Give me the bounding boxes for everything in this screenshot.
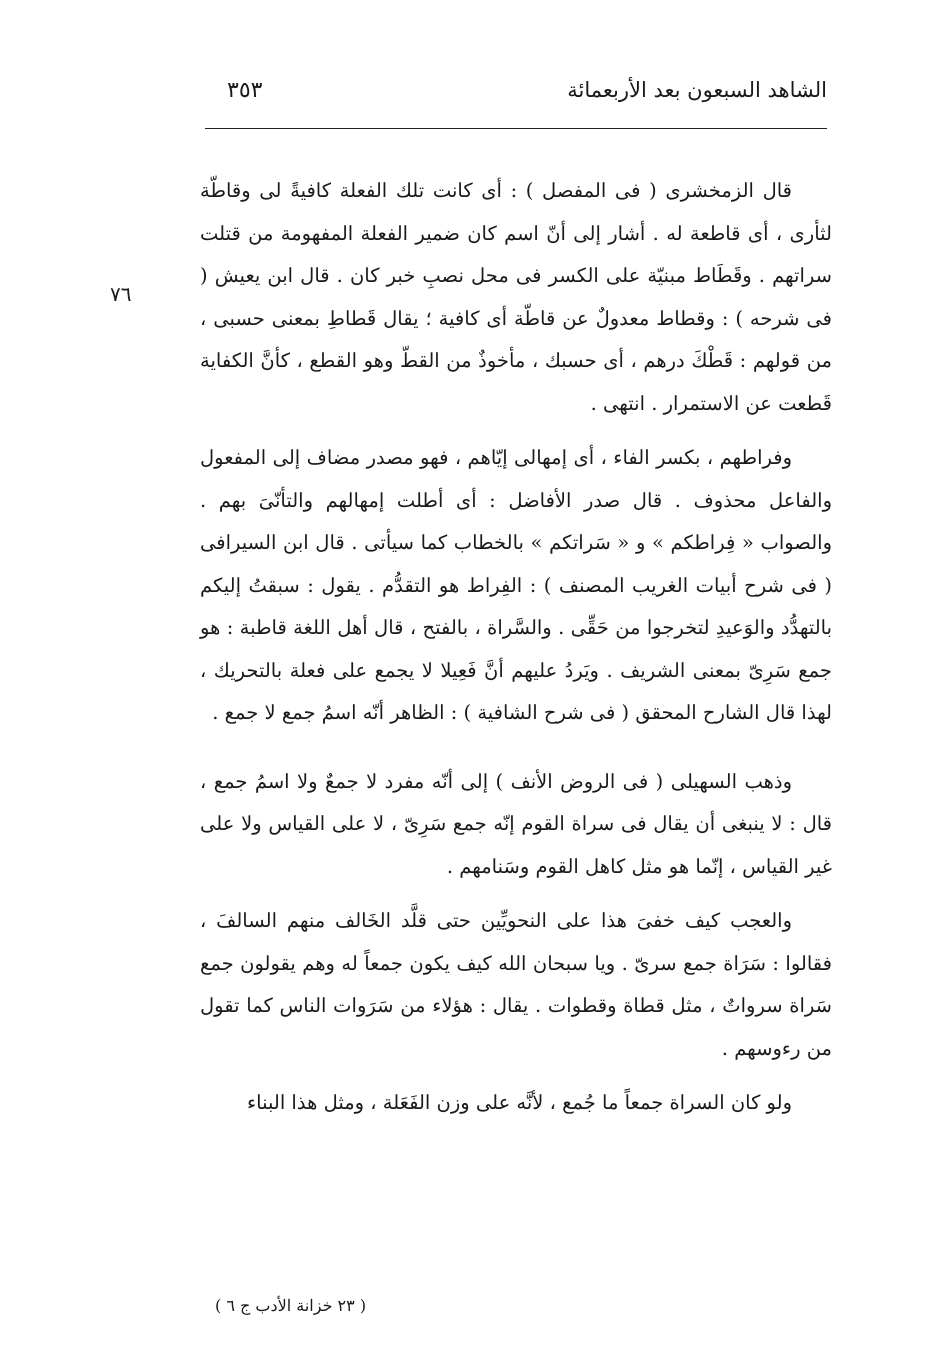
paragraph-1: قال الزمخشرى ( فى المفصل ) : أى كانت تلك الفعلة كافيةً لى وقاطّة لثأرى ، أى قاطعة له . أشار إلى أنّ اسم كان ضمير الفعلة المفهومة من قتلت سراتهم . وقَطَاط مبنيّة على الكسر فى محل نصبِ خبر كان . قال ابن يعيش ( فى شرحه ) : وقطاط معدولٌ عن قاطّة أى كافية ؛ يقال قَطاطِ بمعنى حسبى ، من قولهم : قَطْكَ درهم ، أى حسبك ، مأخوذٌ من القطّ وهو القطع ، كأنَّ الكفاية قَطعت عن الاستمرار . انتهى . [200, 179, 832, 415]
paragraph-3: وذهب السهيلى ( فى الروض الأنف ) إلى أنّه مفرد لا جمعٌ ولا اسمُ جمع ، قال : لا ينبغى أن يقال فى سراة القوم إنّه جمع سَرِىّ ، لا على القياس ولا على غير القياس ، إنّما هو مثل كاهل القوم وسَنامهم . [200, 769, 832, 878]
body-text [200, 170, 832, 1125]
running-title: الشاهد السبعون بعد الأربعمائة [567, 78, 827, 102]
header-rule [205, 128, 827, 129]
footer-signature: ( ٢٣ خزانة الأدب ج ٦ ) [215, 1296, 367, 1315]
page-number: ٣٥٣ [227, 78, 263, 103]
paragraph-4: والعجب كيف خفىَ هذا على النحويِّين حتى قلَّد الخَالف منهم السالفَ ، فقالوا : سَرَاة جمع سرىّ . ويا سبحان الله كيف يكون جمعاً له وهم يقولون جمع سَراة سرواتٌ ، مثل قطاة وقطوات . يقال : هؤلاء من سَرَوات الناس كما تقول من رءوسهم . [200, 909, 832, 1060]
running-head [205, 78, 827, 118]
margin-reference-number: ٧٦ [110, 282, 132, 306]
paragraph-5: ولو كان السراة جمعاً ما جُمع ، لأنَّه على وزن الفَعَلة ، ومثل هذا البناء [247, 1091, 792, 1114]
paragraph-2: وفراطهم ، بكسر الفاء ، أى إمهالى إيّاهم ، فهو مصدر مضاف إلى المفعول والفاعل محذوف . قال صدر الأفاضل : أى أطلت إمهالهم والتأنّىَ بهم . والصواب « فِراطكم » و « سَراتكم » بالخطاب كما سيأتى . قال ابن السيرافى ( فى شرح أبيات الغريب المصنف ) : الفِراط هو التقدُّم . يقول : سبقتُ إليكم بالتهدُّد والوَعيدِ لتخرجوا من حَقِّى . والسَّراة ، بالفتح ، قال أهل اللغة قاطبة : هو جمع سَرِىّ بمعنى الشريف . ويَردُ عليهم أنَّ فَعِيلا لا يجمع على فعلة بالتحريك ، لهذا قال الشارح المحقق ( فى شرح الشافية ) : الظاهر أنّه اسمُ جمع لا جمع . [200, 446, 832, 724]
